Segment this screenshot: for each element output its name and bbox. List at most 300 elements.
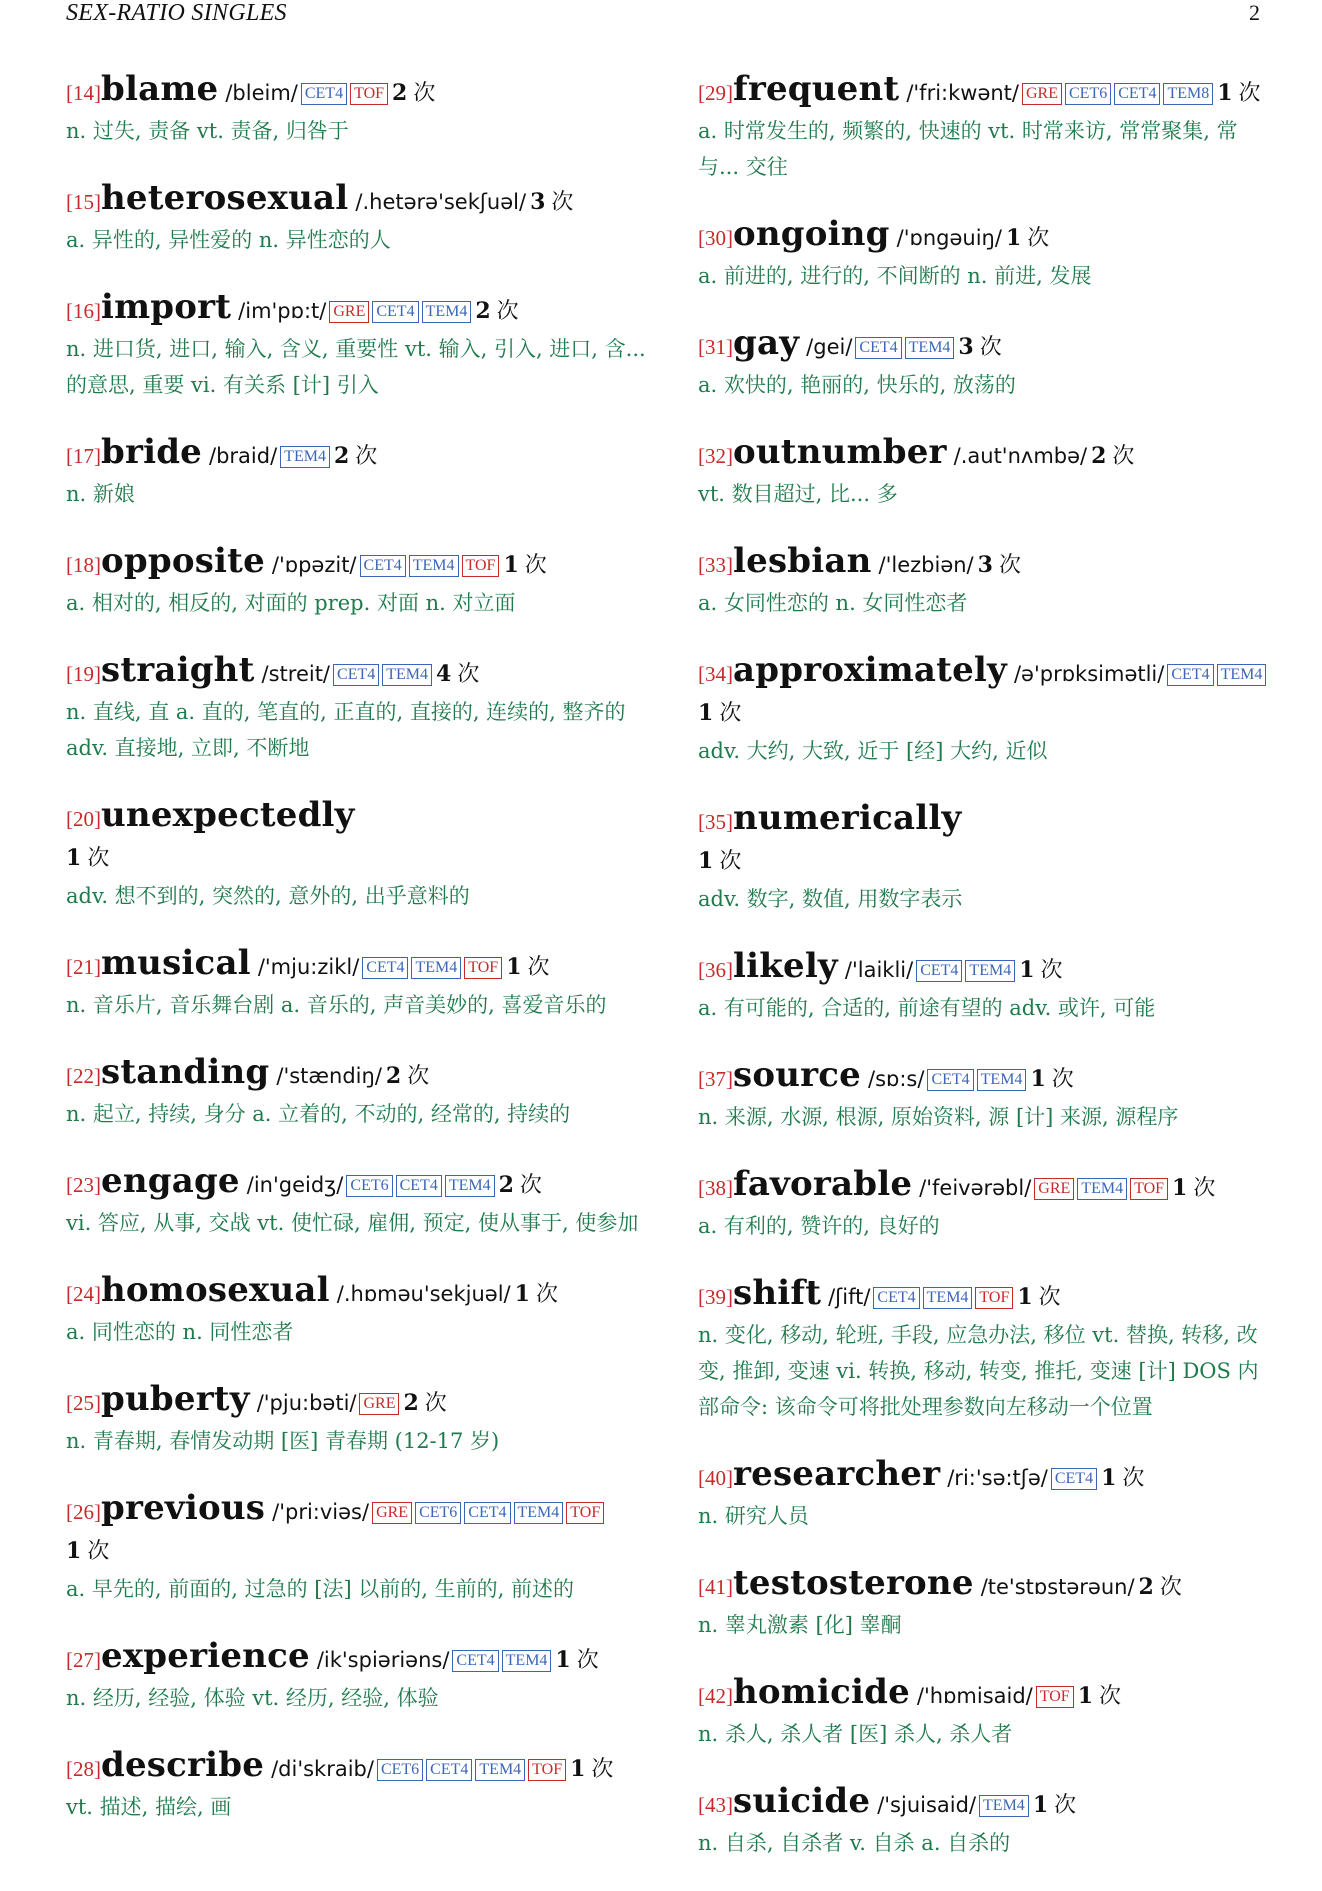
exam-tag: TEM4	[445, 1175, 495, 1197]
headword: unexpectedly	[101, 795, 355, 835]
exam-tag: TEM4	[502, 1650, 552, 1672]
entry-index: [29]	[698, 81, 733, 105]
entry-headline	[698, 1056, 1270, 1099]
count-number: 1	[1032, 1792, 1049, 1818]
entry-index: [41]	[698, 1575, 733, 1599]
count-unit: 次	[1038, 1285, 1061, 1310]
vocab-entry	[698, 799, 1270, 917]
headword: gay	[733, 323, 800, 363]
count-unit: 次	[576, 1648, 599, 1673]
entry-headline	[698, 70, 1270, 113]
entry-index: [27]	[66, 1648, 101, 1672]
frequency-count	[958, 335, 1001, 360]
vocab-entry	[66, 1746, 646, 1825]
phonetic: /di'skraib/	[271, 1757, 374, 1781]
phonetic: /'hɒmisaid/	[916, 1684, 1033, 1708]
phonetic: /.aut'nʌmbə/	[953, 444, 1088, 468]
entry-headline	[66, 1271, 646, 1314]
definition: n. 自杀, 自杀者 v. 自杀 a. 自杀的	[698, 1831, 1011, 1855]
page-number: 2	[1249, 0, 1260, 25]
headword: bride	[101, 432, 203, 472]
entry-headline	[698, 799, 1270, 881]
count-unit: 次	[551, 190, 574, 215]
vocab-entry	[698, 215, 1270, 294]
headword: standing	[101, 1052, 270, 1092]
entry-index: [18]	[66, 553, 101, 577]
vocab-entry	[66, 288, 646, 403]
entry-headline	[66, 542, 646, 585]
count-unit: 次	[979, 335, 1002, 360]
definition: vt. 描述, 描绘, 画	[66, 1795, 232, 1819]
count-unit: 次	[496, 299, 519, 324]
phonetic: /.hetərə'sekʃuəl/	[355, 190, 527, 214]
headword: testosterone	[733, 1563, 974, 1603]
frequency-count	[506, 955, 549, 980]
exam-tag: TEM4	[514, 1502, 564, 1524]
count-number: 2	[1138, 1574, 1154, 1600]
frequency-count	[66, 1539, 109, 1564]
count-number: 1	[1101, 1465, 1117, 1491]
frequency-count	[1101, 1466, 1144, 1491]
count-unit: 次	[1122, 1466, 1145, 1491]
phonetic: /'fri:kwənt/	[906, 81, 1019, 105]
phonetic: /ʃift/	[828, 1285, 871, 1309]
count-number: 1	[570, 1756, 586, 1782]
headword: describe	[101, 1745, 265, 1785]
vocab-entry	[66, 70, 646, 149]
exam-tag: TEM4	[280, 446, 330, 468]
exam-tag: TOF	[1130, 1178, 1168, 1200]
phonetic: /ri:'sə:tʃə/	[947, 1466, 1048, 1490]
count-number: 3	[977, 552, 993, 578]
vocab-entry	[698, 1056, 1270, 1135]
definition: adv. 想不到的, 突然的, 意外的, 出乎意料的	[66, 884, 470, 908]
headword: approximately	[733, 650, 1007, 690]
phonetic: /'laikli/	[844, 958, 914, 982]
definition: n. 经历, 经验, 体验 vt. 经历, 经验, 体验	[66, 1686, 439, 1710]
headword: lesbian	[733, 541, 872, 581]
exam-tag: CET4	[452, 1650, 498, 1672]
entry-index: [16]	[66, 299, 101, 323]
phonetic: /'stændiŋ/	[276, 1064, 382, 1088]
entry-index: [22]	[66, 1064, 101, 1088]
exam-tag: GRE	[1034, 1178, 1074, 1200]
vocab-entry	[698, 70, 1270, 185]
phonetic: /im'pɒ:t/	[238, 299, 327, 323]
exam-tag: CET6	[415, 1502, 461, 1524]
exam-tag: CET4	[1051, 1468, 1097, 1490]
frequency-count	[475, 299, 518, 324]
count-unit: 次	[591, 1757, 614, 1782]
entry-headline	[698, 324, 1270, 367]
phonetic: /sɒ:s/	[868, 1067, 925, 1091]
exam-tag: TOF	[528, 1759, 566, 1781]
count-number: 2	[498, 1172, 514, 1198]
exam-tag: TEM4	[979, 1795, 1029, 1817]
entry-headline	[66, 1162, 646, 1205]
exam-tag: CET6	[346, 1175, 392, 1197]
frequency-count	[530, 190, 573, 215]
exam-tag: TOF	[350, 83, 388, 105]
exam-tag: TEM4	[965, 960, 1015, 982]
definition: n. 音乐片, 音乐舞台剧 a. 音乐的, 声音美妙的, 喜爱音乐的	[66, 993, 607, 1017]
phonetic: /'feivərəbl/	[919, 1176, 1032, 1200]
count-number: 1	[514, 1281, 530, 1307]
phonetic: /te'stɒstərəun/	[980, 1575, 1135, 1599]
vocab-entry	[698, 1165, 1270, 1244]
entry-headline	[66, 179, 646, 222]
entry-index: [24]	[66, 1282, 101, 1306]
running-title: SEX-RATIO SINGLES	[66, 0, 287, 26]
exam-tag: CET4	[333, 664, 379, 686]
count-unit: 次	[424, 1391, 447, 1416]
exam-tag: TEM4	[382, 664, 432, 686]
frequency-count	[555, 1648, 598, 1673]
exam-tag: CET4	[1167, 664, 1213, 686]
count-number: 2	[403, 1390, 419, 1416]
exam-tag: TEM4	[409, 555, 459, 577]
headword: puberty	[101, 1379, 250, 1419]
entry-index: [36]	[698, 958, 733, 982]
count-unit: 次	[87, 1539, 110, 1564]
entry-index: [23]	[66, 1173, 101, 1197]
exam-tag: TOF	[1036, 1686, 1074, 1708]
frequency-count	[436, 662, 479, 687]
entry-index: [43]	[698, 1793, 733, 1817]
phonetic: /'pri:viəs/	[272, 1500, 370, 1524]
phonetic: /'lezbiən/	[878, 553, 974, 577]
headword: homosexual	[101, 1270, 330, 1310]
headword: outnumber	[733, 432, 947, 472]
entry-index: [15]	[66, 190, 101, 214]
headword: experience	[101, 1636, 310, 1676]
headword: favorable	[733, 1164, 913, 1204]
entry-headline	[698, 947, 1270, 990]
entry-headline	[66, 796, 646, 878]
entry-index: [25]	[66, 1391, 101, 1415]
exam-tag: TEM4	[923, 1287, 973, 1309]
entry-index: [21]	[66, 955, 101, 979]
entry-index: [17]	[66, 444, 101, 468]
exam-tag: GRE	[1022, 83, 1062, 105]
frequency-count	[1017, 1285, 1060, 1310]
phonetic: /in'geidʒ/	[246, 1173, 344, 1197]
entry-headline	[66, 651, 646, 694]
frequency-count	[386, 1064, 429, 1089]
count-number: 2	[333, 443, 350, 469]
count-number: 3	[958, 334, 974, 360]
count-number: 1	[698, 700, 714, 726]
entry-headline	[698, 1455, 1270, 1498]
entry-headline	[66, 1380, 646, 1423]
count-unit: 次	[1112, 444, 1135, 469]
headword: numerically	[733, 798, 962, 838]
count-unit: 次	[457, 662, 480, 687]
count-unit: 次	[527, 955, 550, 980]
exam-tag: TEM8	[1163, 83, 1213, 105]
definition: a. 欢快的, 艳丽的, 快乐的, 放荡的	[698, 373, 1016, 397]
vocab-entry	[66, 1053, 646, 1132]
count-unit: 次	[355, 444, 378, 469]
phonetic: /streit/	[261, 662, 331, 686]
headword: musical	[101, 943, 251, 983]
count-number: 1	[1030, 1066, 1046, 1092]
entry-headline	[66, 1637, 646, 1680]
definition: vi. 答应, 从事, 交战 vt. 使忙碌, 雇佣, 预定, 使从事于, 使参加	[66, 1211, 639, 1235]
definition: a. 相对的, 相反的, 对面的 prep. 对面 n. 对立面	[66, 591, 516, 615]
entry-index: [14]	[66, 81, 101, 105]
count-number: 3	[530, 189, 546, 215]
definition: n. 过失, 责备 vt. 责备, 归咎于	[66, 119, 349, 143]
headword: suicide	[733, 1781, 871, 1821]
exam-tag: TEM4	[905, 337, 955, 359]
phonetic: /'mju:zikl/	[257, 955, 360, 979]
exam-tag: CET4	[362, 957, 408, 979]
entry-index: [31]	[698, 335, 733, 359]
entry-index: [42]	[698, 1684, 733, 1708]
headword: engage	[101, 1161, 240, 1201]
vocab-entry	[698, 1455, 1270, 1534]
phonetic: /'ɒpəzit/	[271, 553, 357, 577]
count-unit: 次	[535, 1282, 558, 1307]
definition: adv. 数字, 数值, 用数字表示	[698, 887, 963, 911]
vocab-entry	[66, 1637, 646, 1716]
exam-tag: TEM4	[1077, 1178, 1127, 1200]
definition: n. 杀人, 杀人者 [医] 杀人, 杀人者	[698, 1722, 1013, 1746]
definition: a. 早先的, 前面的, 过急的 [法] 以前的, 生前的, 前述的	[66, 1577, 575, 1601]
entry-headline	[698, 1673, 1270, 1716]
vocab-entry	[698, 651, 1270, 769]
entry-index: [20]	[66, 807, 101, 831]
left-column	[66, 70, 646, 1855]
definition: vt. 数目超过, 比... 多	[698, 482, 898, 506]
count-number: 1	[1217, 80, 1233, 106]
entry-headline	[698, 542, 1270, 585]
definition: a. 异性的, 异性爱的 n. 异性恋的人	[66, 228, 391, 252]
exam-tag: TOF	[975, 1287, 1013, 1309]
entry-headline	[66, 944, 646, 987]
definition: n. 来源, 水源, 根源, 原始资料, 源 [计] 来源, 源程序	[698, 1105, 1179, 1129]
vocab-entry	[698, 324, 1270, 403]
entry-index: [40]	[698, 1466, 733, 1490]
frequency-count	[66, 846, 109, 871]
count-number: 2	[475, 298, 491, 324]
entry-index: [32]	[698, 444, 733, 468]
definition: a. 有利的, 赞许的, 良好的	[698, 1214, 940, 1238]
count-unit: 次	[1193, 1176, 1216, 1201]
count-unit: 次	[519, 1173, 542, 1198]
exam-tag: CET6	[377, 1759, 423, 1781]
exam-tag: CET4	[301, 83, 347, 105]
frequency-count	[1217, 81, 1260, 106]
exam-tag: CET4	[855, 337, 901, 359]
frequency-count	[570, 1757, 613, 1782]
vocab-entry	[66, 1271, 646, 1350]
exam-tag: TOF	[462, 555, 500, 577]
exam-tag: TEM4	[977, 1069, 1027, 1091]
exam-tag: GRE	[329, 301, 369, 323]
count-number: 1	[1017, 1284, 1033, 1310]
exam-tag: CET4	[916, 960, 962, 982]
count-unit: 次	[998, 553, 1021, 578]
exam-tag: CET4	[396, 1175, 442, 1197]
phonetic: /bleim/	[225, 81, 298, 105]
vocab-entry	[66, 1489, 646, 1607]
count-unit: 次	[407, 1064, 430, 1089]
count-number: 1	[1005, 225, 1022, 251]
exam-tag: GRE	[372, 1502, 412, 1524]
headword: ongoing	[733, 214, 890, 254]
count-unit: 次	[1051, 1067, 1074, 1092]
exam-tag: CET4	[464, 1502, 510, 1524]
vocab-entry	[698, 1782, 1270, 1861]
headword: import	[101, 287, 232, 327]
definition: n. 研究人员	[698, 1504, 809, 1528]
headword: straight	[101, 650, 255, 690]
count-number: 1	[1172, 1175, 1188, 1201]
definition: n. 睾丸激素 [化] 睾酮	[698, 1613, 902, 1637]
vocab-entry	[66, 542, 646, 621]
definition: a. 有可能的, 合适的, 前途有望的 adv. 或许, 可能	[698, 996, 1156, 1020]
count-number: 1	[555, 1647, 571, 1673]
frequency-count	[334, 444, 377, 469]
phonetic: /braid/	[209, 444, 278, 468]
count-number: 1	[66, 1538, 82, 1564]
entry-headline	[66, 1053, 646, 1096]
entry-headline	[698, 1274, 1270, 1317]
frequency-count	[1139, 1575, 1182, 1600]
count-unit: 次	[719, 849, 742, 874]
phonetic: /'sjuisaid/	[877, 1793, 977, 1817]
headword: opposite	[101, 541, 265, 581]
right-column	[698, 70, 1270, 1891]
count-unit: 次	[1238, 81, 1261, 106]
count-unit: 次	[1027, 226, 1050, 251]
definition: a. 女同性恋的 n. 女同性恋者	[698, 591, 968, 615]
entry-headline	[66, 1489, 646, 1571]
entry-headline	[66, 1746, 646, 1789]
definition: adv. 大约, 大致, 近于 [经] 大约, 近似	[698, 739, 1048, 763]
count-number: 4	[436, 661, 452, 687]
entry-index: [38]	[698, 1176, 733, 1200]
vocab-entry	[698, 542, 1270, 621]
entry-headline	[698, 1564, 1270, 1607]
frequency-count	[503, 553, 546, 578]
count-number: 2	[385, 1063, 402, 1089]
exam-tag: TOF	[566, 1502, 604, 1524]
exam-tag: CET6	[1065, 83, 1111, 105]
frequency-count	[698, 701, 741, 726]
frequency-count	[403, 1391, 446, 1416]
count-unit: 次	[1054, 1793, 1077, 1818]
entry-headline	[698, 1782, 1270, 1825]
vocab-entry	[698, 1673, 1270, 1752]
frequency-count	[978, 553, 1021, 578]
definition: n. 变化, 移动, 轮班, 手段, 应急办法, 移位 vt. 替换, 转移, 改变, 推卸, 变速 vi. 转换, 移动, 转变, 推托, 变速 [计] DOS 内部命令: 该命令可将批处理参数向左移动一个位置	[698, 1323, 1259, 1419]
entry-headline	[698, 215, 1270, 258]
frequency-count	[1078, 1684, 1121, 1709]
definition: n. 起立, 持续, 身分 a. 立着的, 不动的, 经常的, 持续的	[66, 1102, 571, 1126]
count-unit: 次	[1040, 958, 1063, 983]
exam-tag: CET4	[372, 301, 418, 323]
exam-tag: TEM4	[422, 301, 472, 323]
count-unit: 次	[719, 701, 742, 726]
phonetic: /ə'prɒksimətli/	[1013, 662, 1165, 686]
headword: researcher	[733, 1454, 941, 1494]
definition: a. 同性恋的 n. 同性恋者	[66, 1320, 294, 1344]
entry-index: [28]	[66, 1757, 101, 1781]
vocab-entry	[66, 1380, 646, 1459]
entry-headline	[698, 433, 1270, 476]
entry-headline	[66, 288, 646, 331]
vocab-entry	[66, 179, 646, 258]
count-number: 1	[506, 954, 522, 980]
phonetic: /'ɒngəuiŋ/	[896, 226, 1002, 250]
vocab-entry	[66, 651, 646, 766]
exam-tag: CET4	[927, 1069, 973, 1091]
entry-index: [30]	[698, 226, 733, 250]
definition: a. 时常发生的, 频繁的, 快速的 vt. 时常来访, 常常聚集, 常与... 交往	[698, 119, 1238, 179]
headword: likely	[733, 946, 838, 986]
headword: homicide	[733, 1672, 910, 1712]
count-number: 1	[503, 552, 519, 578]
count-unit: 次	[413, 81, 436, 106]
frequency-count	[499, 1173, 542, 1198]
vocab-entry	[66, 796, 646, 914]
phonetic: /.hɒməu'sekjuəl/	[336, 1282, 511, 1306]
vocab-entry	[66, 433, 646, 512]
count-number: 1	[66, 845, 82, 871]
vocab-entry	[698, 947, 1270, 1026]
entry-index: [35]	[698, 810, 733, 834]
count-number: 2	[1091, 443, 1107, 469]
frequency-count	[698, 849, 741, 874]
headword: heterosexual	[101, 178, 349, 218]
definition: n. 新娘	[66, 482, 135, 506]
entry-headline	[66, 433, 646, 476]
count-unit: 次	[87, 846, 110, 871]
definition: a. 前进的, 进行的, 不间断的 n. 前进, 发展	[698, 264, 1092, 288]
entry-headline	[698, 651, 1270, 733]
entry-headline	[66, 70, 646, 113]
entry-index: [33]	[698, 553, 733, 577]
exam-tag: TEM4	[411, 957, 461, 979]
vocab-entry	[698, 433, 1270, 512]
exam-tag: CET4	[360, 555, 406, 577]
phonetic: /ik'spiəriəns/	[316, 1648, 450, 1672]
vocab-entry	[698, 1564, 1270, 1643]
frequency-count	[1006, 226, 1049, 251]
headword: shift	[733, 1273, 822, 1313]
vocab-entry	[66, 944, 646, 1023]
count-number: 1	[1019, 957, 1035, 983]
entry-index: [26]	[66, 1500, 101, 1524]
count-number: 1	[698, 848, 714, 874]
count-unit: 次	[1099, 1684, 1122, 1709]
headword: source	[733, 1055, 861, 1095]
exam-tag: CET4	[1114, 83, 1160, 105]
frequency-count	[1019, 958, 1062, 983]
frequency-count	[1091, 444, 1134, 469]
frequency-count	[515, 1282, 558, 1307]
exam-tag: CET4	[426, 1759, 472, 1781]
definition: n. 进口货, 进口, 输入, 含义, 重要性 vt. 输入, 引入, 进口, 含... 的意思, 重要 vi. 有关系 [计] 引入	[66, 337, 646, 397]
count-unit: 次	[524, 553, 547, 578]
count-number: 2	[392, 80, 408, 106]
exam-tag: TEM4	[475, 1759, 525, 1781]
headword: previous	[101, 1488, 266, 1528]
frequency-count	[1033, 1793, 1076, 1818]
